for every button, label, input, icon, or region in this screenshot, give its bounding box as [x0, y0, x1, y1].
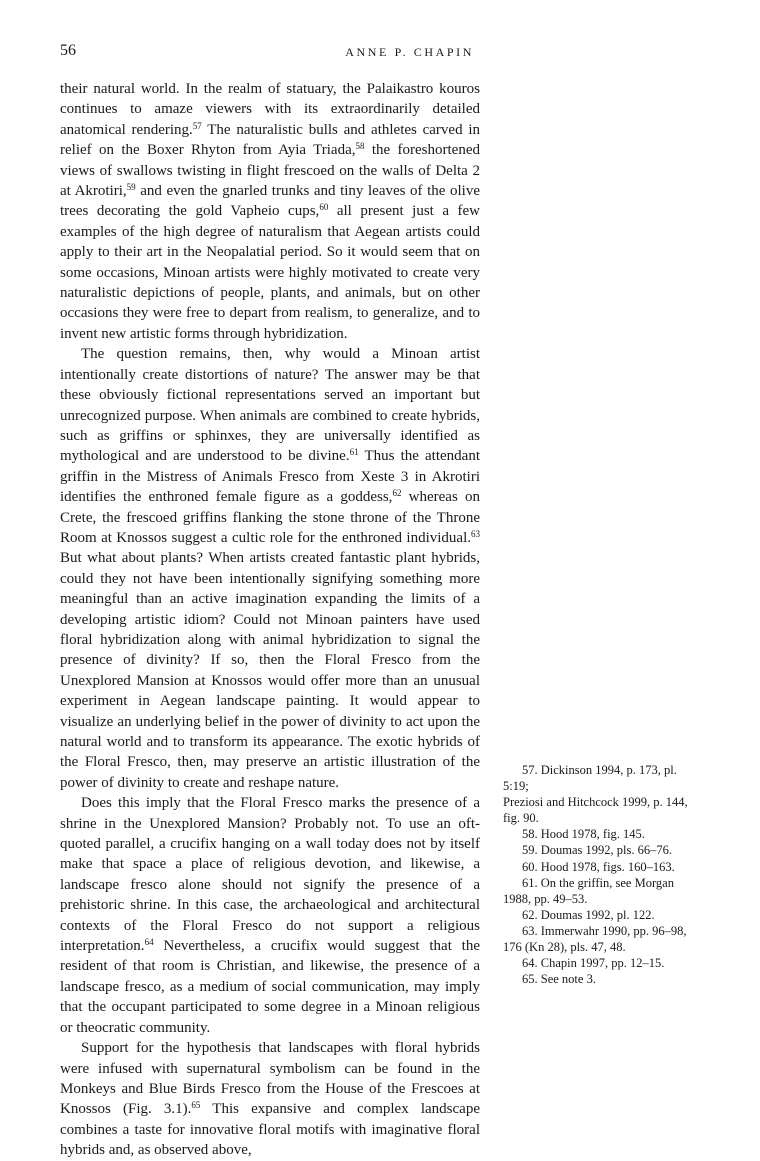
page-number: 56 [60, 42, 76, 59]
footnote: 58. Hood 1978, fig. 145. [522, 827, 645, 842]
footnote-ref: 62 [392, 488, 402, 499]
footnote: 61. On the griffin, see Morgan 1988, pp. 49–53. [503, 875, 674, 906]
text-run: Support for the hypothesis that landscapes with floral hybrids were infused with supernatural symbolism can be found in the Monkeys and Blue Birds Fresco from the House of the Frescoes at Knossos (Fig. 3.1). [60, 1040, 480, 1118]
text-run: The naturalistic bulls and athletes carved in relief on the Boxer Rhyton from Ayia Triada, [60, 121, 480, 159]
footnote: Preziosi and Hitchcock 1999, p. 144, fig. 90. [503, 795, 688, 826]
footnotes [503, 762, 705, 987]
text-run: and even the gnarled trunks and tiny leaves of the olive trees decorating the gold Vapheio cups, [60, 183, 481, 220]
running-head: ANNE P. CHAPIN [345, 45, 474, 59]
footnote-ref: 63 [471, 528, 480, 539]
text-run: Nevertheless, a crucifix would suggest that the resident of that room is Christian, and likewise, the presence of a landscape fresco, as a medium of social communication, may imply that the occupant participated to some degree in a Minoan religious or theocratic community. [60, 938, 480, 1036]
body-paragraph [60, 1038, 480, 1160]
body-paragraph [60, 79, 480, 344]
text-run: all present just a few examples of the high degree of naturalism that Aegean artists could apply to their art in the Neopalatial period. So it would seem that on some occasions, Minoan artists were highly motivated to create very naturalistic depictions of people, plants, and animals, but on other occasions they were free to depart from realism, to generalize, and to invent new artistic forms through hybridization. [60, 203, 480, 342]
footnote: 57. Dickinson 1994, p. 173, pl. 5:19; [503, 763, 677, 794]
footnote-ref: 57 [192, 120, 202, 131]
body-paragraph [60, 793, 480, 1038]
body-text [60, 79, 480, 1161]
footnote: 64. Chapin 1997, pp. 12–15. [522, 956, 665, 971]
footnote: 62. Doumas 1992, pl. 122. [522, 907, 655, 922]
text-run: the foreshortened views of swallows twisting in flight frescoed on the walls of Delta 2 at Akrotiri, [60, 142, 481, 200]
text-run: Thus the attendant griffin in the Mistress of Animals Fresco from Xeste 3 in Akrotiri identifies the enthroned female figure as a goddess, [60, 448, 480, 506]
footnote: 63. Immerwahr 1990, pp. 96–98, 176 (Kn 28), pls. 47, 48. [503, 923, 687, 955]
footnote: 65. See note 3. [522, 972, 596, 987]
footnote-ref: 64 [144, 937, 154, 948]
text-run: But what about plants? When artists created fantastic plant hybrids, could they not have been intentionally signifying something more meaningful than an active imagination expanding the limits of a developing artistic idiom? Could not Minoan painters have used floral hybridization along with animal hybridization to signal the presence of divinity? If so, then the Floral Fresco from the Unexplored Mansion at Knossos would offer more than an unusual experiment in Aegean landscape painting. It would appear to visualize an underlying belief in the power of divinity to act upon the natural world and to transform its appearance. The exotic hybrids of the Floral Fresco, then, may preserve an artistic illustration of the power of divinity to create and reshape nature. [60, 550, 480, 791]
text-run: Does this imply that the Floral Fresco marks the presence of a shrine in the Unexplored Mansion? Probably not. To use an oft-quoted parallel, a crucifix hanging on a wall today does not by itself make that space a place of religious devotion, and likewise, a landscape fresco alone should not signify the presence of a prehistoric shrine. In this case, the archaeological and architectural contexts of the Floral Fresco do not support a religious interpretation. [60, 795, 480, 955]
footnote-ref: 58 [355, 141, 365, 152]
footnote-ref: 59 [126, 182, 136, 193]
text-run: their natural world. In the realm of statuary, the Palaikastro kouros continues to amaze viewers with its extraordinarily detailed anatomical rendering. [60, 81, 480, 138]
footnote-ref: 60 [319, 202, 329, 213]
footnote: 59. Doumas 1992, pls. 66–76. [522, 843, 672, 858]
body-paragraph [60, 344, 480, 793]
footnote-ref: 61 [349, 447, 359, 458]
text-run: The question remains, then, why would a Minoan artist intentionally create distortions of nature? The answer may be that these obviously fictional representations served an important but unrecognized purpose. When animals are combined to create hybrids, such as griffins or sphinxes, they are universally identified as mythological and are understood to be divine. [60, 346, 480, 465]
text-run: This expansive and complex landscape combines a taste for innovative floral motifs with imaginative floral hybrids and, as observed above, [60, 1101, 480, 1159]
footnote-ref: 65 [191, 1100, 201, 1111]
footnote: 60. Hood 1978, figs. 160–163. [522, 859, 675, 874]
text-run: whereas on Crete, the frescoed griffins flanking the stone throne of the Throne Room at Knossos suggest a cultic role for the enthroned individual. [60, 489, 480, 546]
